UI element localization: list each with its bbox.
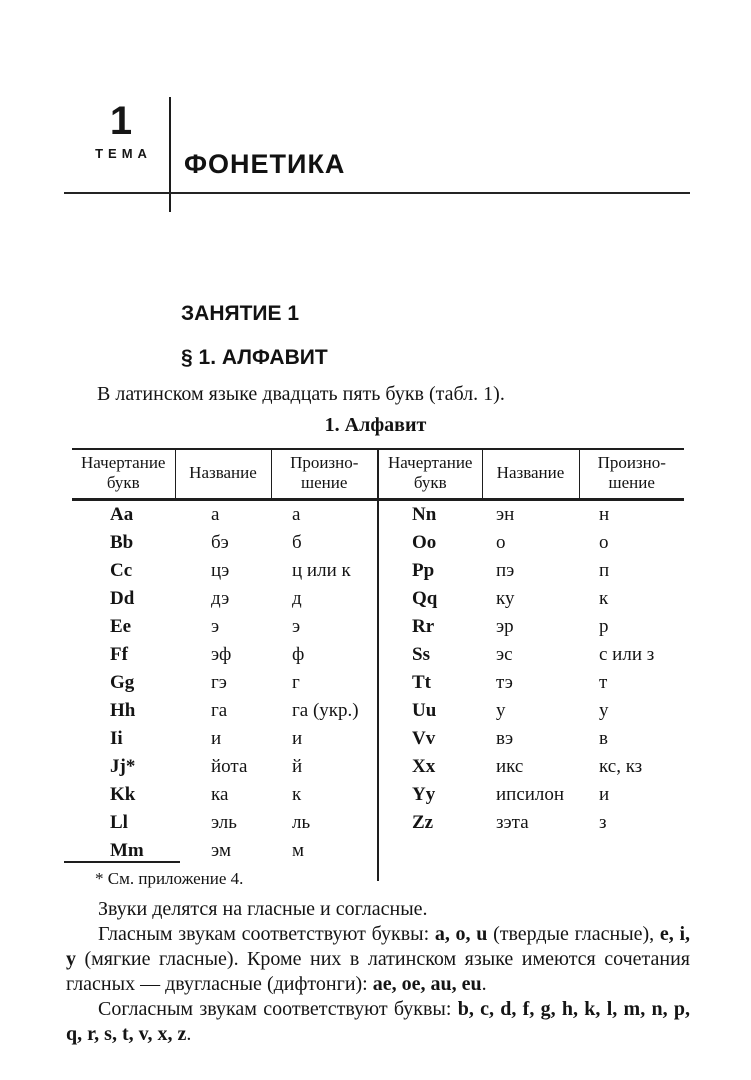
table-cell: о (599, 532, 609, 553)
table-row (72, 809, 684, 837)
table-cell: Ff (110, 644, 128, 665)
table-cell: р (599, 616, 609, 637)
table-cell: Oo (378, 529, 482, 557)
col-header-pronunciation-right (579, 449, 684, 500)
table-cell: Qq (378, 585, 482, 613)
table-cell: икс (496, 756, 524, 777)
table-cell: эм (211, 840, 232, 861)
table-row (72, 557, 684, 585)
table-cell: вэ (496, 728, 514, 749)
table-cell: Hh (110, 700, 136, 721)
table-cell: в (599, 728, 608, 749)
table-cell: у (599, 700, 609, 721)
table-row (72, 641, 684, 669)
table-cell: Tt (378, 669, 482, 697)
table-cell: эн (496, 504, 515, 525)
paragraph-sounds (66, 897, 690, 922)
lesson-title: ЗАНЯТИЕ 1 (181, 302, 300, 325)
table-row (72, 529, 684, 557)
table-caption: 1. Алфавит (324, 414, 427, 436)
table-cell: Uu (378, 697, 482, 725)
chapter-title: ФОНЕТИКА (184, 149, 346, 179)
table-cell: д (292, 588, 302, 609)
table-cell: з (599, 812, 607, 833)
footnote-rule (64, 861, 180, 863)
paragraph-consonants (66, 997, 690, 1047)
col-header-line: шение (608, 473, 655, 492)
table-cell: дэ (211, 588, 230, 609)
header-horizontal-rule (64, 192, 690, 194)
table-row (72, 500, 684, 530)
col-header-letters-right (378, 449, 482, 500)
col-header-name-left (175, 449, 271, 500)
table-cell: ипсилон (496, 784, 565, 805)
table-cell: и (211, 728, 222, 749)
table-row (72, 781, 684, 809)
text-run: Согласным звукам соответствуют буквы: (98, 998, 458, 1020)
table-cell: Gg (110, 672, 135, 693)
table-cell: и (599, 784, 610, 805)
footnote: * См. приложение 4. (95, 869, 244, 888)
table-cell: Ee (110, 616, 132, 637)
table-cell: у (496, 700, 506, 721)
table-cell: га (211, 700, 228, 721)
table-cell (378, 837, 482, 865)
table-cell: Zz (378, 809, 482, 837)
col-header-line: Произно- (597, 453, 666, 472)
col-header-line: Начертание (81, 453, 166, 472)
table-cell: к (292, 784, 302, 805)
paragraph-vowels (66, 922, 690, 997)
table-cell: й (292, 756, 303, 777)
table-cell: йота (211, 756, 248, 777)
table-row (72, 585, 684, 613)
table-cell: Ll (110, 812, 128, 833)
intro-sentence: В латинском языке двадцать пять букв (табл. 1). (97, 383, 505, 405)
table-cell: га (укр.) (292, 700, 359, 721)
table-cell: с или з (599, 644, 655, 665)
text-run: . (186, 1023, 192, 1045)
bold-run: e, i, y (66, 923, 690, 970)
table-cell: ф (292, 644, 305, 665)
table-cell: ц или к (292, 560, 351, 581)
table-cell: эль (211, 812, 237, 833)
table-cell: Jj* (110, 756, 136, 777)
col-header-line: Начертание (388, 453, 473, 472)
text-run: (твердые гласные), (487, 923, 660, 945)
table-cell: Xx (378, 753, 482, 781)
table-cell: гэ (211, 672, 227, 693)
table-row (72, 725, 684, 753)
table-row (72, 613, 684, 641)
table-cell: б (292, 532, 302, 553)
table-cell: г (292, 672, 300, 693)
table-cell: э (292, 616, 301, 637)
col-header-line: букв (106, 473, 140, 492)
table-cell: н (599, 504, 610, 525)
chapter-number-block (88, 100, 154, 161)
table-cell: ка (211, 784, 229, 805)
table-cell (482, 837, 579, 865)
table-cell: Mm (110, 840, 144, 861)
col-header-line: букв (413, 473, 447, 492)
table-cell: цэ (211, 560, 230, 581)
text-run: . (481, 973, 487, 995)
table-cell: Ii (110, 728, 123, 749)
table-cell: Vv (378, 725, 482, 753)
header-vertical-rule (169, 97, 171, 212)
table-cell: эс (496, 644, 513, 665)
table-cell: тэ (496, 672, 513, 693)
table-cell: Rr (378, 613, 482, 641)
table-cell: Aa (110, 504, 134, 525)
body-text (66, 897, 690, 1047)
col-header-name-right (482, 449, 579, 500)
table-cell: к (599, 588, 609, 609)
chapter-number: 1 (109, 99, 133, 143)
table-cell: и (292, 728, 303, 749)
col-header-line: Произно- (290, 453, 359, 472)
table-cell: Kk (110, 784, 136, 805)
text-run: Звуки делятся на гласные и согласные. (98, 898, 428, 920)
table-cell: бэ (211, 532, 229, 553)
bold-run: a, o, u (434, 923, 488, 945)
table-cell: п (599, 560, 610, 581)
table-cell: ку (496, 588, 515, 609)
table-cell (579, 837, 684, 865)
table-cell: Bb (110, 532, 134, 553)
table-cell: о (496, 532, 506, 553)
table-cell: Cc (110, 560, 133, 581)
table-cell: пэ (496, 560, 515, 581)
table-cell: кс, кз (599, 756, 643, 777)
chapter-number-label: ТЕМА (95, 146, 152, 161)
header-row (72, 449, 684, 500)
table-cell: Dd (110, 588, 135, 609)
alphabet-table-body (72, 500, 684, 866)
divider-tail-right (378, 865, 684, 881)
table-row (72, 753, 684, 781)
col-header-pronunciation-left (271, 449, 378, 500)
table-cell: эф (211, 644, 232, 665)
table-cell: т (599, 672, 608, 693)
alphabet-table-head (72, 449, 684, 500)
text-run: Гласным звукам соответствуют буквы: (98, 923, 435, 945)
table-cell: а (292, 504, 301, 525)
text-run: (мягкие гласные). Кроме них в латинском языке имеются сочетания гласных — двугласные (дифтонги): (66, 948, 690, 995)
table-cell: Ss (378, 641, 482, 669)
table-cell: а (211, 504, 220, 525)
bold-run: ae, oe, au, eu (372, 973, 482, 995)
col-header-line: Название (189, 463, 257, 482)
table-row (72, 669, 684, 697)
table-cell: м (292, 840, 305, 861)
table-cell: эр (496, 616, 514, 637)
table-cell: Pp (378, 557, 482, 585)
table-row (72, 697, 684, 725)
table-cell: зэта (496, 812, 529, 833)
table-cell: Yy (378, 781, 482, 809)
table-cell: э (211, 616, 220, 637)
table-cell: Nn (378, 500, 482, 530)
col-header-line: шение (301, 473, 348, 492)
col-header-letters-left (72, 449, 175, 500)
table-cell: ль (292, 812, 311, 833)
bold-run: b, c, d, f, g, h, k, l, m, n, p, q, r, s, t, v, x, z (66, 998, 690, 1045)
section-heading: § 1. АЛФАВИТ (181, 346, 328, 369)
alphabet-table (72, 448, 684, 881)
col-header-line: Название (496, 463, 565, 482)
